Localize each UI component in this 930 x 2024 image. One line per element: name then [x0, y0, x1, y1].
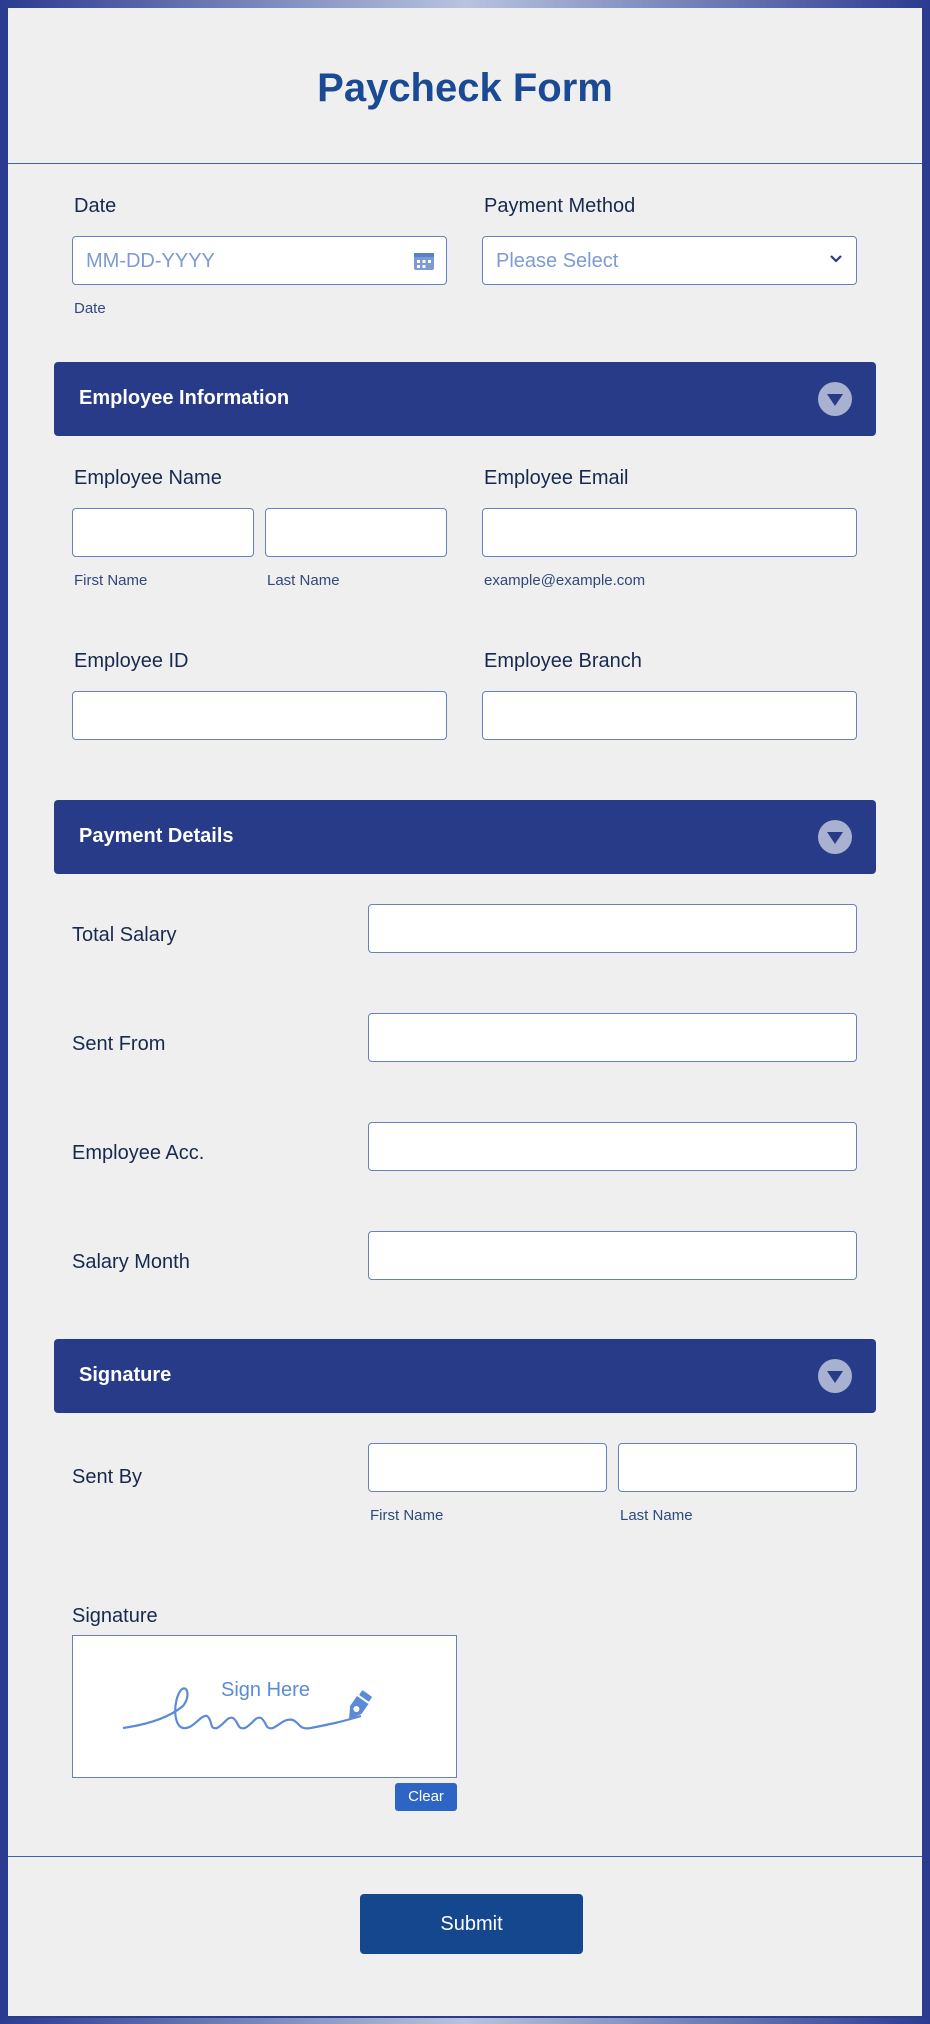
top-border [0, 0, 930, 8]
collapse-icon[interactable] [818, 820, 852, 854]
payment-method-label: Payment Method [484, 195, 636, 217]
calendar-icon[interactable] [414, 252, 434, 270]
employee-last-name-input[interactable] [265, 508, 447, 557]
sent-from-input[interactable] [368, 1013, 857, 1062]
section-title: Employee Information [79, 387, 290, 409]
section-employee-information[interactable] [54, 362, 876, 436]
employee-id-input[interactable] [72, 691, 447, 740]
employee-branch-label: Employee Branch [484, 650, 642, 672]
section-title: Payment Details [79, 825, 234, 847]
sent-from-label: Sent From [72, 1033, 166, 1055]
collapse-icon[interactable] [818, 382, 852, 416]
employee-email-label: Employee Email [484, 467, 629, 489]
sent-by-first-name-input[interactable] [368, 1443, 607, 1492]
clear-signature-button[interactable]: Clear [395, 1783, 457, 1811]
sign-here-text: Sign Here [221, 1679, 310, 1701]
employee-first-name-input[interactable] [72, 508, 254, 557]
employee-email-input[interactable] [482, 508, 857, 557]
payment-method-select[interactable] [482, 236, 857, 285]
bottom-border [0, 2018, 930, 2024]
sent-by-label: Sent By [72, 1466, 143, 1488]
collapse-icon[interactable] [818, 1359, 852, 1393]
signature-label: Signature [72, 1605, 158, 1627]
payment-method-value: Please Select [496, 250, 619, 272]
section-signature[interactable] [54, 1339, 876, 1413]
date-sublabel: Date [74, 300, 106, 317]
submit-button[interactable]: Submit [360, 1894, 583, 1954]
employee-branch-input[interactable] [482, 691, 857, 740]
employee-id-label: Employee ID [74, 650, 189, 672]
employee-acc-label: Employee Acc. [72, 1142, 205, 1164]
signature-squiggle-icon [121, 1676, 421, 1746]
last-name-sublabel: Last Name [620, 1507, 693, 1524]
chevron-down-icon [829, 254, 843, 264]
last-name-sublabel: Last Name [267, 572, 340, 589]
employee-acc-input[interactable] [368, 1122, 857, 1171]
salary-month-label: Salary Month [72, 1251, 190, 1273]
sent-by-last-name-input[interactable] [618, 1443, 857, 1492]
salary-month-input[interactable] [368, 1231, 857, 1280]
signature-pad[interactable] [72, 1635, 457, 1778]
date-label: Date [74, 195, 117, 217]
page-title: Paycheck Form [317, 66, 613, 110]
date-field[interactable] [72, 236, 447, 285]
header-divider [8, 163, 922, 164]
email-sublabel: example@example.com [484, 572, 646, 589]
total-salary-input[interactable] [368, 904, 857, 953]
total-salary-label: Total Salary [72, 924, 177, 946]
section-title: Signature [79, 1364, 172, 1386]
date-placeholder: MM-DD-YYYY [86, 250, 215, 272]
first-name-sublabel: First Name [74, 572, 148, 589]
employee-name-label: Employee Name [74, 467, 222, 489]
section-payment-details[interactable] [54, 800, 876, 874]
footer-divider [8, 1856, 922, 1857]
first-name-sublabel: First Name [370, 1507, 444, 1524]
form-card [8, 8, 922, 2016]
